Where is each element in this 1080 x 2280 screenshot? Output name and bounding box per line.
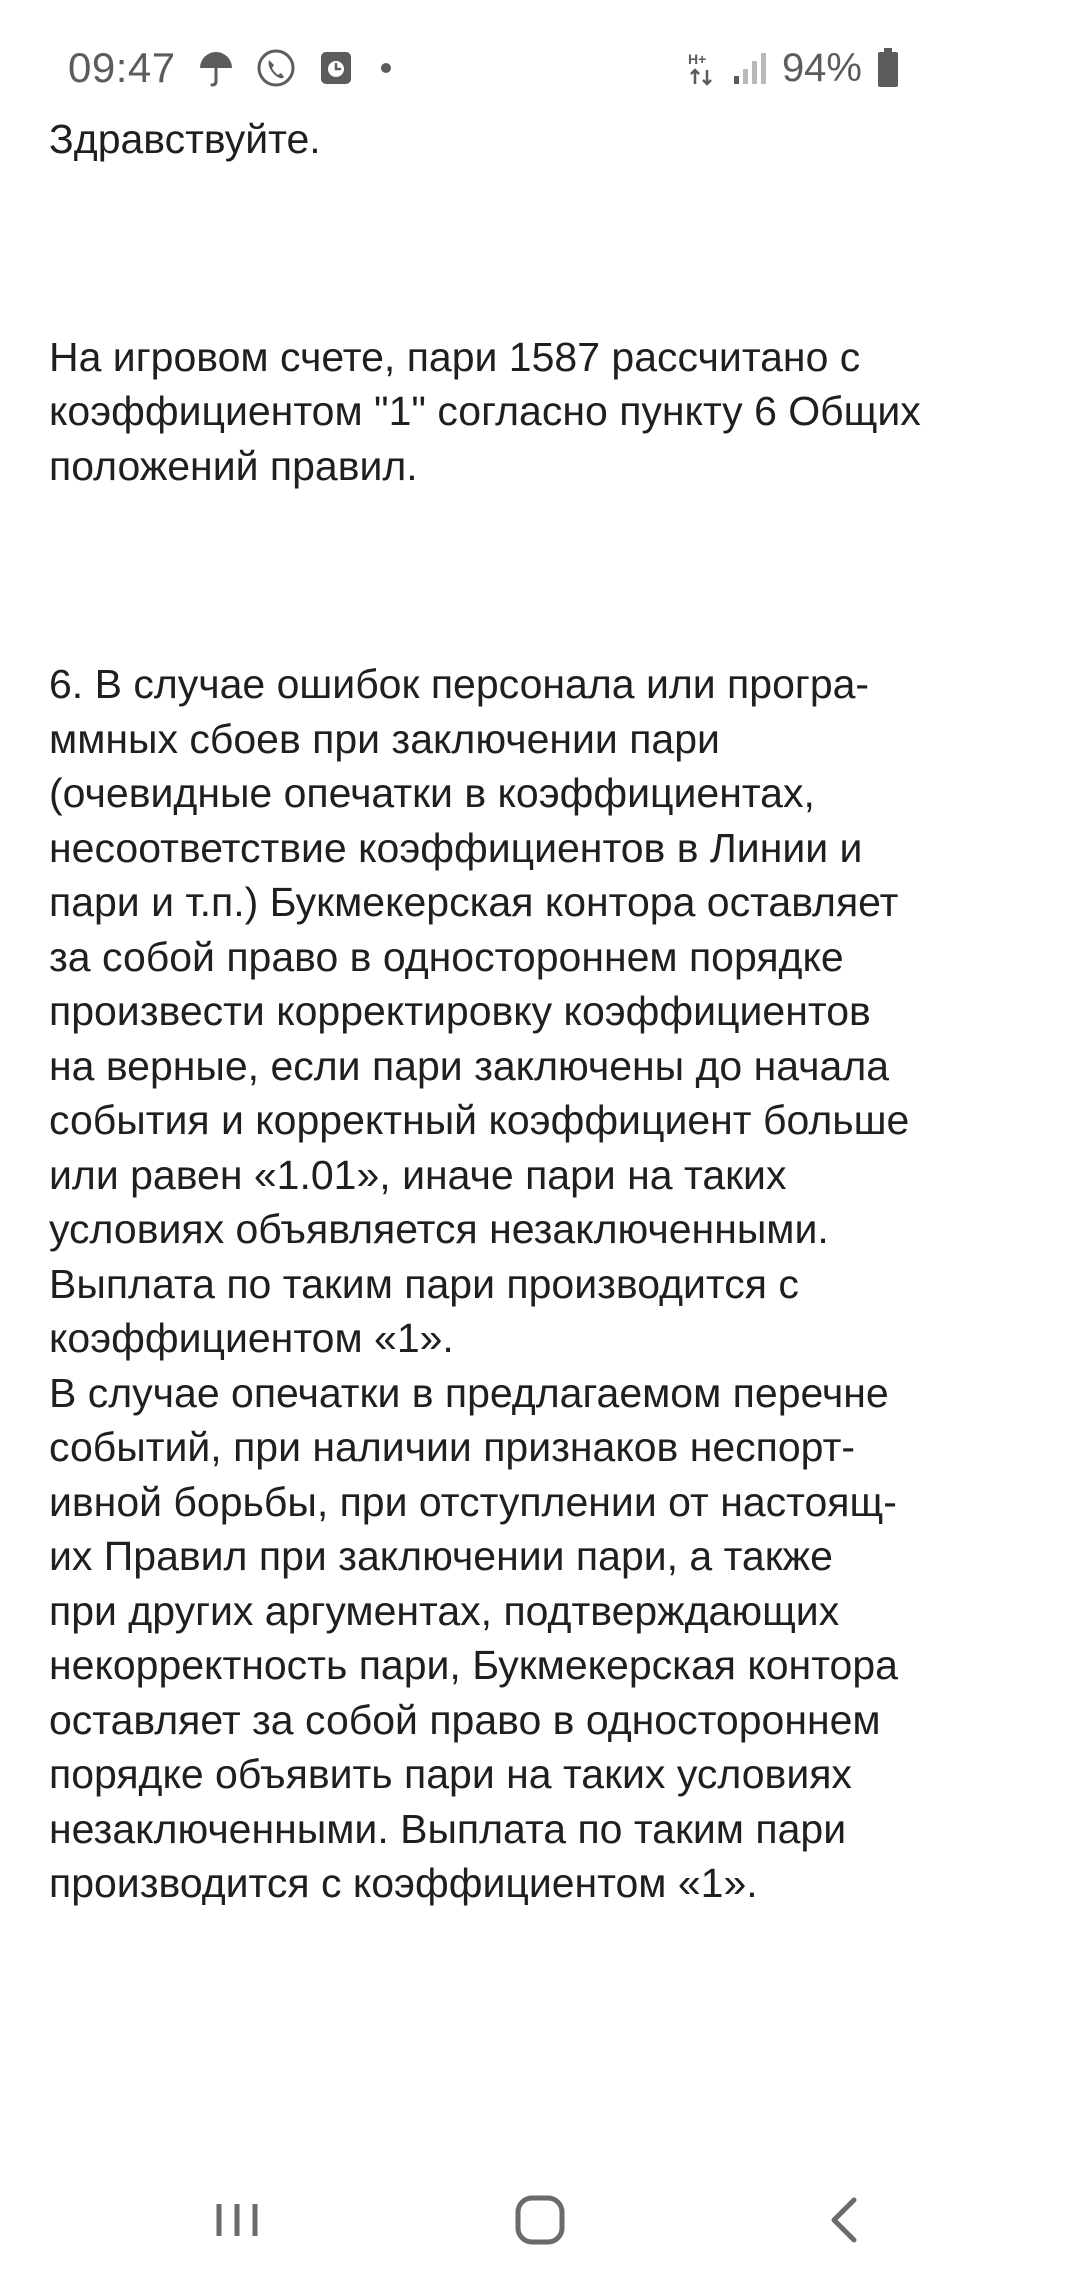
notification-dot-icon (376, 48, 396, 88)
text-line: произвести корректировку коэффициентов (49, 988, 871, 1034)
text-line: ммных сбоев при заключении пари (49, 715, 720, 762)
text-line: на верные, если пари заключены до начала (49, 1042, 890, 1089)
data-transfer-icon (686, 48, 718, 88)
screen-record-icon (316, 48, 356, 88)
message-body (49, 112, 1039, 1911)
paragraph-rule-6 (49, 657, 1039, 1911)
text-line: На игровом счете, пари 1587 рассчитано с (49, 333, 861, 380)
text-line: условиях объявляется незаключенными. (49, 1206, 829, 1252)
text-line: незаключенными. Выплата по таким пари (49, 1805, 847, 1852)
battery-percent: 94% (781, 45, 862, 90)
signal-icon (732, 48, 768, 88)
recent-apps-icon (207, 2190, 267, 2250)
greeting: Здравствуйте. (49, 116, 321, 162)
text-line: (очевидные опечатки в коэффициентах, (49, 770, 815, 816)
text-line: 6. В случае ошибок персонала или програ- (49, 661, 870, 707)
clock: 09:47 (68, 44, 176, 91)
battery-icon (876, 47, 900, 89)
text-line: оставляет за собой право в одностороннем (49, 1696, 881, 1743)
back-icon (814, 2190, 874, 2250)
text-line: положений правил. (49, 442, 418, 489)
status-bar-left (68, 40, 396, 96)
text-line: В случае опечатки в предлагаемом перечне (49, 1369, 889, 1416)
text-line: Выплата по таким пари производится с (49, 1260, 799, 1307)
recent-apps-button[interactable] (197, 2180, 277, 2260)
svg-text:H+: H+ (687, 51, 707, 67)
text-line: коэффициентом "1" согласно пункту 6 Общих (49, 388, 921, 434)
paragraph-bet-info (49, 330, 1039, 494)
text-line: при других аргументах, подтверждающих (49, 1587, 840, 1634)
spacer (49, 493, 1039, 657)
umbrella-icon (196, 48, 236, 88)
text-line: события и корректный коэффициент больше (49, 1097, 910, 1143)
text-line: или равен «1.01», иначе пари на таких (49, 1151, 787, 1198)
home-icon (510, 2190, 570, 2250)
text-line: производится с коэффициентом «1». (49, 1860, 758, 1906)
text-line: ивной борьбы, при отступлении от настоящ- (49, 1478, 897, 1525)
text-line: событий, при наличии признаков неспорт- (49, 1424, 856, 1470)
text-line: коэффициентом «1». (49, 1315, 454, 1361)
home-button[interactable] (500, 2180, 580, 2260)
phone-call-icon (256, 48, 296, 88)
text-line: некорректность пари, Букмекерская контора (49, 1642, 898, 1688)
text-line: их Правил при заключении пари, а также (49, 1533, 833, 1579)
back-button[interactable] (804, 2180, 884, 2260)
text-line: за собой право в одностороннем порядке (49, 933, 844, 980)
status-bar (0, 0, 1080, 130)
text-line: порядке объявить пари на таких условиях (49, 1751, 852, 1797)
navigation-bar (0, 2140, 1080, 2280)
text-line: несоответствие коэффициентов в Линии и (49, 824, 863, 871)
text-line: пари и т.п.) Букмекерская контора оставляет (49, 879, 899, 925)
spacer (49, 167, 1039, 330)
status-bar-right (686, 40, 900, 96)
